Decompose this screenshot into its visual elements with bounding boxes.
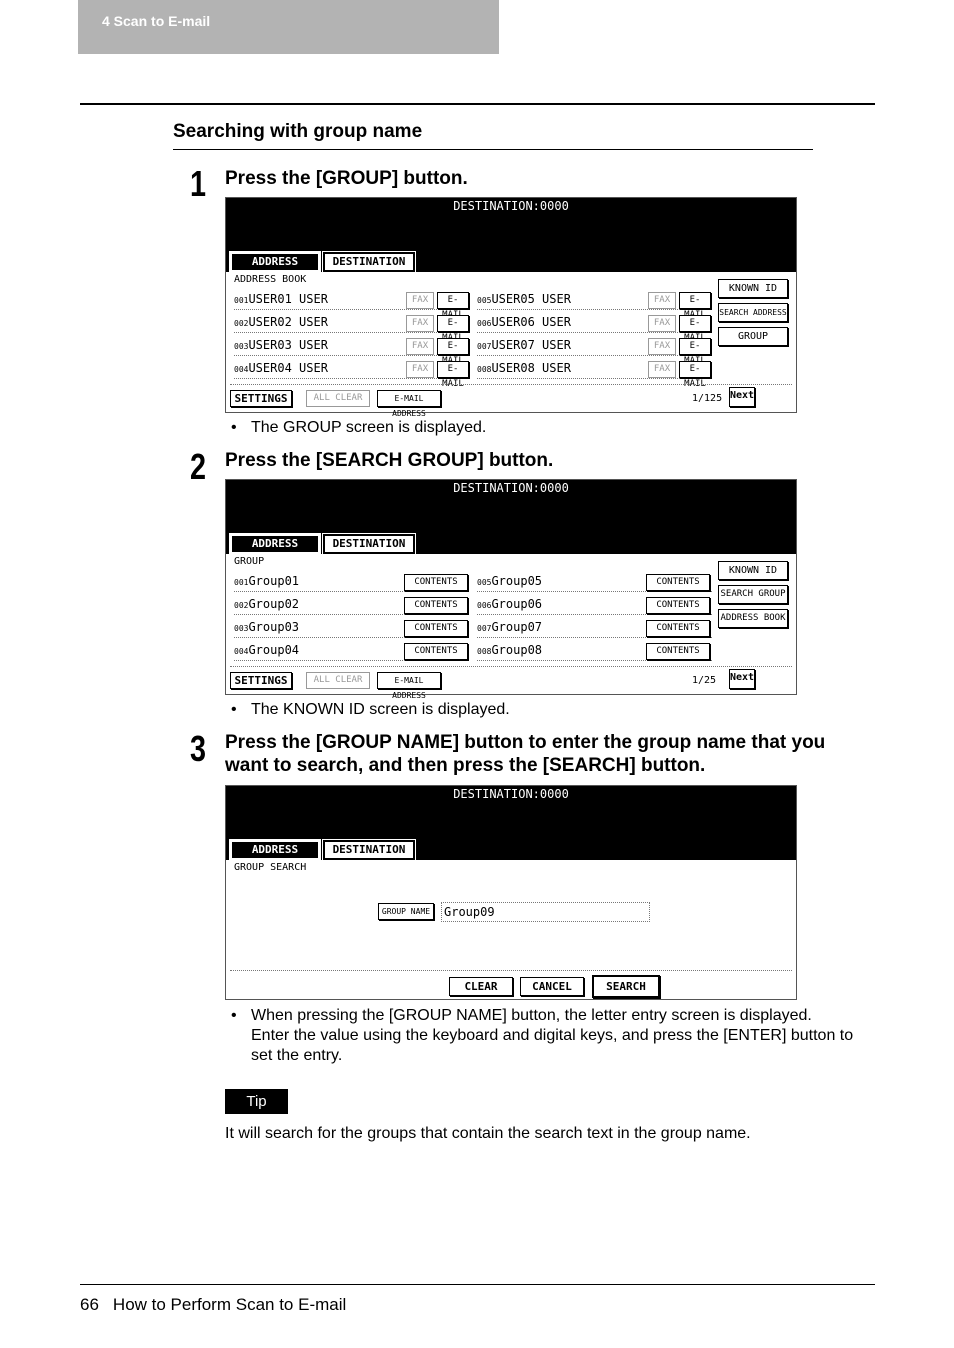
page-count: 1/25 bbox=[692, 675, 717, 686]
list-item[interactable]: 001Group01 bbox=[234, 572, 469, 592]
top-rule bbox=[80, 103, 875, 105]
chapter-tab bbox=[78, 0, 499, 54]
all-clear-button[interactable]: ALL CLEAR bbox=[306, 390, 370, 407]
contents-button[interactable]: CONTENTS bbox=[404, 643, 468, 660]
email-address-button[interactable]: E-MAIL ADDRESS bbox=[377, 672, 441, 689]
tab-address[interactable]: ADDRESS bbox=[230, 534, 320, 554]
cancel-button[interactable]: CANCEL bbox=[520, 977, 584, 996]
tab-destination[interactable]: DESTINATION bbox=[323, 252, 415, 272]
screen-address-book bbox=[225, 197, 797, 418]
contents-button[interactable]: CONTENTS bbox=[404, 574, 468, 591]
divider bbox=[230, 384, 792, 386]
search-group-button[interactable]: SEARCH GROUP bbox=[718, 585, 788, 604]
list-item[interactable]: 002Group02 bbox=[234, 595, 469, 615]
search-button[interactable]: SEARCH bbox=[592, 975, 660, 998]
known-id-button[interactable]: KNOWN ID bbox=[718, 279, 788, 298]
email-button[interactable]: E- bbox=[679, 315, 711, 332]
destination-readout: DESTINATION:0000 bbox=[453, 199, 569, 213]
tip-label: Tip bbox=[225, 1089, 288, 1114]
bullet-note: • When pressing the [GROUP NAME] button, the letter entry screen is displayed. Enter the value using the keyboard and digital keys, and press the [ENTER] button to set the entry. bbox=[231, 1007, 854, 1064]
page-count: 1/125 bbox=[692, 393, 723, 404]
divider bbox=[230, 666, 792, 668]
screen-group bbox=[225, 479, 797, 700]
email-address-button[interactable]: E-MAIL ADDRESS bbox=[377, 390, 441, 407]
fax-button[interactable]: FAX bbox=[648, 338, 676, 355]
footer-rule bbox=[80, 1284, 875, 1285]
list-item[interactable]: 005Group05 bbox=[477, 572, 712, 592]
list-item[interactable]: 006Group06 bbox=[477, 595, 712, 615]
screen-group-search bbox=[225, 785, 797, 1000]
bullet-note: • The GROUP screen is displayed. bbox=[231, 419, 487, 436]
group-button[interactable]: GROUP bbox=[718, 327, 788, 346]
destination-readout: DESTINATION:0000 bbox=[453, 787, 569, 801]
screen-label: GROUP SEARCH bbox=[234, 862, 307, 873]
list-item[interactable]: 003Group03 bbox=[234, 618, 469, 638]
group-name-button[interactable]: GROUP NAME bbox=[378, 903, 434, 920]
step-number: 2 bbox=[190, 446, 207, 487]
tip-text: It will search for the groups that contain the search text in the group name. bbox=[225, 1125, 751, 1142]
list-item[interactable]: 006USER06 USER bbox=[477, 313, 712, 333]
email-button[interactable]: E- bbox=[437, 338, 469, 355]
contents-button[interactable]: CONTENTS bbox=[404, 620, 468, 637]
email-button[interactable]: E-MAIL bbox=[437, 361, 469, 378]
tab-address[interactable]: ADDRESS bbox=[230, 252, 320, 272]
contents-button[interactable]: CONTENTS bbox=[646, 643, 710, 660]
step-text: Press the [SEARCH GROUP] button. bbox=[225, 450, 554, 471]
tab-destination[interactable]: DESTINATION bbox=[323, 534, 415, 554]
list-item[interactable]: 007Group07 bbox=[477, 618, 712, 638]
fax-button[interactable]: FAX bbox=[406, 315, 434, 332]
email-button[interactable]: E- bbox=[437, 315, 469, 332]
list-item[interactable]: 001USER01 USER bbox=[234, 290, 469, 310]
contents-button[interactable]: CONTENTS bbox=[646, 597, 710, 614]
chapter-label: 4 Scan to E-mail bbox=[102, 13, 211, 29]
step-number: 3 bbox=[190, 728, 207, 769]
fax-button[interactable]: FAX bbox=[406, 338, 434, 355]
clear-button[interactable]: CLEAR bbox=[449, 977, 513, 996]
page-number: 66 bbox=[80, 1295, 99, 1314]
destination-readout: DESTINATION:0000 bbox=[453, 481, 569, 495]
tab-destination[interactable]: DESTINATION bbox=[323, 840, 415, 860]
list-item[interactable]: 007USER07 USER bbox=[477, 336, 712, 356]
contents-button[interactable]: CONTENTS bbox=[646, 620, 710, 637]
list-item[interactable]: 008USER08 USER bbox=[477, 359, 712, 379]
footer-title: How to Perform Scan to E-mail bbox=[112, 1295, 347, 1314]
next-button[interactable]: Next bbox=[729, 387, 755, 407]
contents-button[interactable]: CONTENTS bbox=[404, 597, 468, 614]
known-id-button[interactable]: KNOWN ID bbox=[718, 561, 788, 580]
settings-button[interactable]: SETTINGS bbox=[230, 390, 292, 407]
step-text: Press the [GROUP] button. bbox=[225, 168, 468, 189]
section-rule bbox=[173, 149, 813, 150]
fax-button[interactable]: FAX bbox=[406, 292, 434, 309]
fax-button[interactable]: FAX bbox=[648, 315, 676, 332]
contents-button[interactable]: CONTENTS bbox=[646, 574, 710, 591]
group-name-field[interactable]: Group09 bbox=[441, 902, 650, 922]
settings-button[interactable]: SETTINGS bbox=[230, 672, 292, 689]
screen-label: ADDRESS BOOK bbox=[234, 274, 307, 285]
step-number: 1 bbox=[190, 163, 207, 204]
fax-button[interactable]: FAX bbox=[406, 361, 434, 378]
email-button[interactable]: E-MAIL bbox=[679, 361, 711, 378]
email-button[interactable]: E- bbox=[679, 292, 711, 309]
all-clear-button[interactable]: ALL CLEAR bbox=[306, 672, 370, 689]
search-address-button[interactable]: SEARCH ADDRESS bbox=[718, 303, 788, 322]
fax-button[interactable]: FAX bbox=[648, 361, 676, 378]
tab-address[interactable]: ADDRESS bbox=[230, 840, 320, 860]
email-button[interactable]: E- bbox=[679, 338, 711, 355]
list-item[interactable]: 008Group08 bbox=[477, 641, 712, 661]
step-text: Press the [GROUP NAME] button to enter the group name that you want to search, and then press the [SEARCH] button. bbox=[225, 732, 826, 776]
list-item[interactable]: 004Group04 bbox=[234, 641, 469, 661]
next-button[interactable]: Next bbox=[729, 669, 755, 689]
fax-button[interactable]: FAX bbox=[648, 292, 676, 309]
address-book-button[interactable]: ADDRESS BOOK bbox=[718, 609, 788, 628]
bullet-note: • The KNOWN ID screen is displayed. bbox=[231, 701, 510, 718]
footer bbox=[80, 1295, 360, 1315]
section-title: Searching with group name bbox=[173, 121, 423, 142]
list-item[interactable]: 004USER04 USER bbox=[234, 359, 469, 379]
list-item[interactable]: 003USER03 USER bbox=[234, 336, 469, 356]
screen-label: GROUP bbox=[234, 556, 265, 567]
list-item[interactable]: 002USER02 USER bbox=[234, 313, 469, 333]
list-item[interactable]: 005USER05 USER bbox=[477, 290, 712, 310]
email-button[interactable]: E- bbox=[437, 292, 469, 309]
divider bbox=[230, 970, 792, 972]
